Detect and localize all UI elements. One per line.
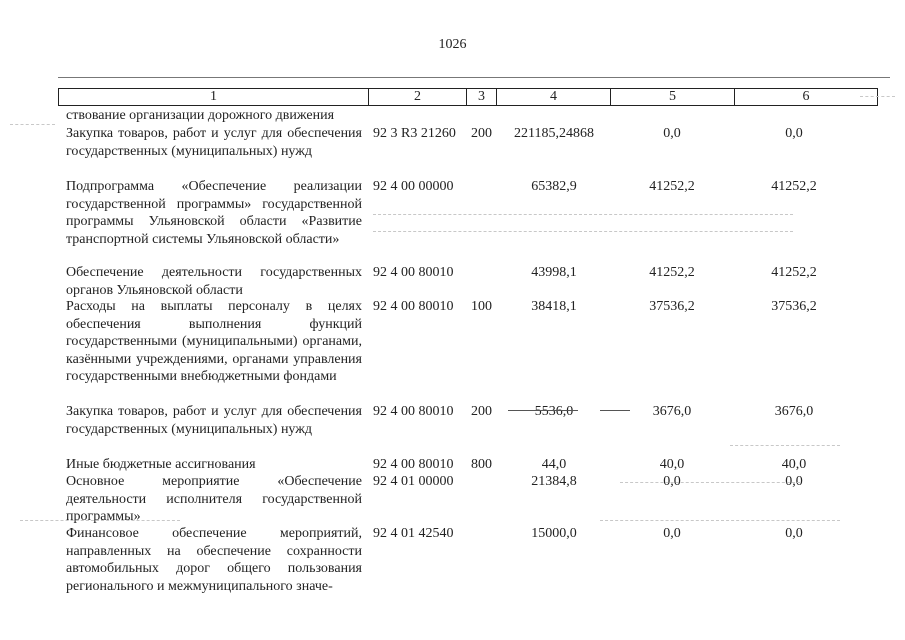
row-value-col6: 41252,2 (771, 265, 817, 280)
row-value-col6: 41252,2 (771, 179, 817, 194)
row-value-col5: 0,0 (663, 474, 681, 489)
row-value-col6: 0,0 (785, 474, 803, 489)
row-expense-type: 200 (471, 126, 492, 141)
scan-mark (730, 445, 840, 446)
row-code: 92 4 00 80010 (373, 265, 454, 280)
scan-mark (373, 231, 793, 232)
row-code: 92 3 R3 21260 (373, 126, 456, 141)
row-code: 92 4 00 80010 (373, 299, 454, 314)
row-value-col5: 40,0 (659, 457, 685, 472)
row-value-col4: 65382,9 (531, 179, 577, 194)
scan-mark (508, 410, 578, 411)
row-code: 92 4 01 00000 (373, 474, 454, 489)
row-value-col5: 37536,2 (649, 299, 695, 314)
row-value-col5: 41252,2 (649, 179, 695, 194)
header-col-5: 5 (611, 89, 735, 105)
header-col-3: 3 (467, 89, 497, 105)
row-value-col5: 41252,2 (649, 265, 695, 280)
top-rule (58, 77, 890, 78)
row-value-col5: 0,0 (663, 126, 681, 141)
row-value-col6: 3676,0 (774, 404, 814, 419)
column-header-row (58, 88, 878, 106)
row-desc: Иные бюджетные ассигнования (66, 457, 256, 472)
row-value-col4: 5536,0 (534, 404, 574, 419)
row-code: 92 4 00 80010 (373, 404, 454, 419)
row-value-col4: 15000,0 (531, 526, 577, 541)
row-value-col6: 0,0 (785, 526, 803, 541)
row-expense-type: 200 (471, 404, 492, 419)
row-desc: Расходы на выплаты персоналу в целях обеспечения выполнения функций государственными (муниципальными) органами, казёнными учреждениями, органами управления государственными внебюджетными фондами (66, 299, 362, 384)
scan-mark (620, 482, 800, 483)
row-code: 92 4 01 42540 (373, 526, 454, 541)
scan-mark (600, 520, 840, 521)
header-col-6: 6 (802, 89, 810, 104)
scan-mark (373, 214, 793, 215)
row-desc: Основное мероприятие «Обеспечение деятельности исполнителя государственной программы» (66, 474, 362, 524)
header-col-1: 1 (59, 89, 369, 105)
row-code: 92 4 00 80010 (373, 457, 454, 472)
row-value-col5: 0,0 (663, 526, 681, 541)
row-desc: Обеспечение деятельности государственных органов Ульяновской области (66, 265, 362, 298)
row-desc: Закупка товаров, работ и услуг для обеспечения государственных (муниципальных) нужд (66, 126, 362, 159)
row-desc: Подпрограмма «Обеспечение реализации государственной программы» государственной программы Ульяновской области «Развитие транспортной системы Ульяновской области» (66, 179, 362, 247)
row-desc: Финансовое обеспечение мероприятий, направленных на обеспечение сохранности автомобильных дорог общего пользования регионального и межмуниципального значе- (66, 526, 362, 594)
row-value-col6: 0,0 (785, 126, 803, 141)
row-value-col4: 38418,1 (531, 299, 577, 314)
row-expense-type: 800 (471, 457, 492, 472)
scan-mark (10, 124, 55, 125)
row-value-col6: 37536,2 (771, 299, 817, 314)
page-number: 1026 (438, 37, 467, 52)
row-value-col4: 221185,24868 (514, 126, 594, 141)
row-code: 92 4 00 00000 (373, 179, 454, 194)
row-value-col4: 44,0 (541, 457, 567, 472)
row-desc: Закупка товаров, работ и услуг для обеспечения государственных (муниципальных) нужд (66, 404, 362, 437)
header-col-4: 4 (497, 89, 611, 105)
header-col-2: 2 (369, 89, 467, 105)
scan-mark (600, 410, 630, 411)
scan-mark (860, 96, 895, 97)
row-desc: ствование организации дорожного движения (66, 108, 335, 123)
row-value-col4: 43998,1 (531, 265, 577, 280)
row-expense-type: 100 (471, 299, 492, 314)
row-value-col4: 21384,8 (531, 474, 577, 489)
row-value-col6: 40,0 (781, 457, 807, 472)
scan-mark (20, 520, 180, 521)
row-value-col5: 3676,0 (652, 404, 692, 419)
